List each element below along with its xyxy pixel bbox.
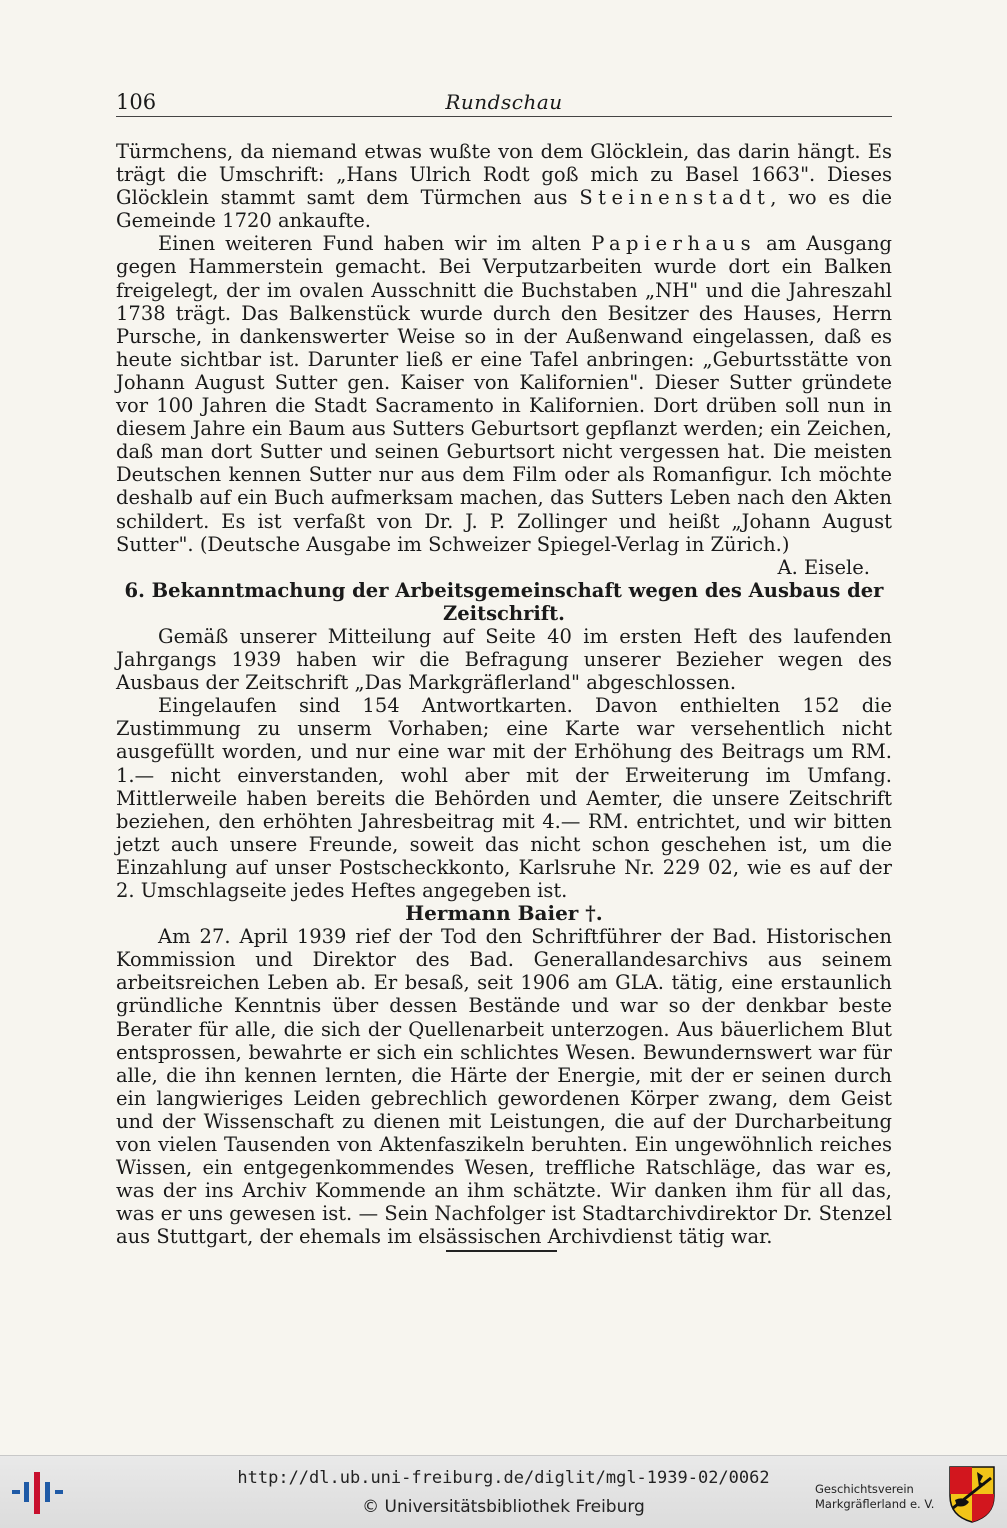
partner-name-line: Markgräflerland e. V. [815, 1497, 935, 1511]
spaced-place-name: Steinenstadt [579, 186, 771, 210]
paragraph-text: Türmchens, da niemand etwas wußte von dem Glöcklein, das darin hängt. Es trägt die Umschrift: „Hans Ulrich Rodt goß mich zu Basel 1663". Dieses Glöcklein stammt samt dem Türmchen aus [116, 140, 892, 210]
paragraph-obituary: Am 27. April 1939 rief der Tod den Schriftführer der Bad. Historischen Kommission und Direktor des Bad. Generallandesarchivs aus seinem arbeitsreichen Leben ab. Er besaß, seit 1906 am GLA. tätig, eine erstaunlich gründliche Kenntnis über dessen Bestände und war so der denkbar beste Berater für alle, die sich der Quellenarbeit unterzogen. Aus bäuerlichem Blut entsprossen, bewahrte er sich ein schlichtes Wesen. Bewundernswert war für alle, die ihn kennen lernten, die Härte der Energie, mit der er seinen durch ein langwieriges Leiden gebrechlich gewordenen Körper zwang, dem Geist und der Wissenschaft zu dienen mit Leistungen, die auf der Durcharbeitung von vielen Tausenden von Aktenfaszikeln beruhten. Ein ungewöhnlich reiches Wissen, ein entgegenkommendes Wesen, treffliche Ratschläge, das war es, was der ins Archiv Kommende an ihm schätzte. Wir danken ihm für all das, was er uns gewesen ist. — Sein Nachfolger ist Stadtarchivdirektor Dr. Stenzel aus Stuttgart, der ehemals im elsässischen Archivdienst tätig war. [116, 925, 892, 1249]
spaced-place-name: Papierhaus [591, 232, 757, 256]
partner-name-line: Geschichtsverein [815, 1482, 914, 1496]
permalink[interactable]: http://dl.ub.uni-freiburg.de/diglit/mgl-1939-02/0062 [237, 1468, 770, 1488]
page-number: 106 [116, 90, 157, 114]
page-header [116, 88, 892, 117]
running-head: Rundschau [445, 90, 563, 114]
viewer-footer [0, 1455, 1007, 1528]
partner-name[interactable] [815, 1482, 945, 1512]
page-body [116, 140, 892, 1249]
paragraph-mitteilung: Gemäß unserer Mitteilung auf Seite 40 im ersten Heft des laufenden Jahrgangs 1939 haben wir die Befragung unserer Bezieher wegen des Ausbaus der Zeitschrift „Das Markgräflerland" abgeschlossen. [116, 624, 892, 695]
copyright-notice: © Universitätsbibliothek Freiburg [362, 1497, 645, 1517]
coat-of-arms-icon[interactable] [947, 1464, 997, 1524]
paragraph-text: , wo es die Gemeinde 1720 ankaufte. [116, 186, 892, 233]
author-signature: A. Eisele. [777, 555, 870, 579]
paragraph-turmchen [116, 140, 892, 232]
end-rule [446, 1250, 557, 1252]
paragraph-text: Einen weiteren Fund haben wir im alten [158, 232, 592, 256]
paragraph-antwortkarten: Eingelaufen sind 154 Antwortkarten. Davon enthielten 152 die Zustimmung zu unserm Vorhaben; eine Karte war versehentlich nicht ausgefüllt worden, und nur eine war mit der Erhöhung des Beitrags um RM. 1.— nicht einverstanden, wohl aber mit der Erweiterung im Umfang. Mittlerweile haben bereits die Behörden und Aemter, die unsere Zeitschrift beziehen, den erhöhten Jahresbeitrag mit 4.— RM. entrichtet, und wir bitten jetzt auch unsere Freunde, soweit das nicht schon geschehen ist, um die Einzahlung auf unser Postscheckkonto, Karlsruhe Nr. 229 02, wie es auf der 2. Umschlagseite jedes Heftes angegeben ist. [116, 694, 892, 902]
paragraph-papierhaus [116, 232, 892, 578]
section-heading: 6. Bekanntmachung der Arbeitsgemeinschaft wegen des Ausbaus der Zeitschrift. [124, 578, 884, 625]
paragraph-text: am Ausgang gegen Hammerstein gemacht. Bei Verputzarbeiten wurde dort ein Balken freigelegt, der im ovalen Ausschnitt die Buchstaben „NH" und die Jahreszahl 1738 trägt. Das Balkenstück wurde durch den Besitzer des Hauses, Herrn Pursche, in dankenswerter Weise so in der Außenwand eingelassen, daß es heute sichtbar ist. Darunter ließ er eine Tafel anbringen: „Geburtsstätte von Johann August Sutter gen. Kaiser von Kalifornien". Dieser Sutter gründete vor 100 Jahren die Stadt Sacramento in Kalifornien. Dort drüben soll nun in diesem Jahre ein Baum aus Sutters Geburtsort gepflanzt werden; ein Zeichen, daß man dort Sutter und seinen Geburtsort nicht vergessen hat. Die meisten Deutschen kennen Sutter nur aus dem Film oder als Romanfigur. Ich möchte deshalb auf ein Buch aufmerksam machen, das Sutters Leben nach den Akten schildert. Es ist verfaßt von Dr. J. P. Zollinger und heißt „Johann August Sutter". (Deutsche Ausgabe im Schweizer Spiegel-Verlag in Zürich.) [116, 232, 893, 556]
obituary-heading: Hermann Baier †. [405, 901, 603, 926]
